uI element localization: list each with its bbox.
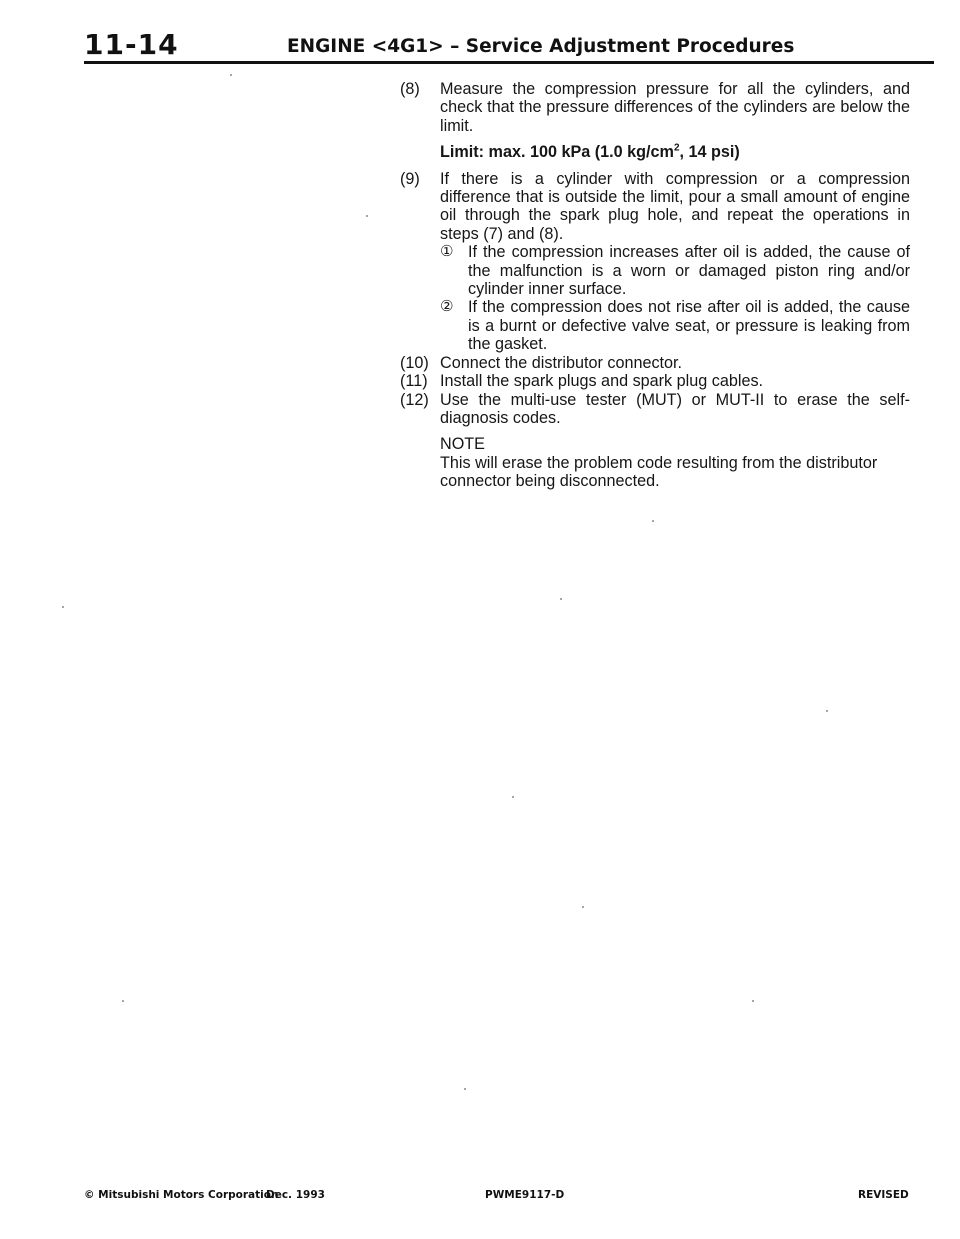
- step-number: (10): [400, 353, 429, 372]
- scan-speck: [752, 1000, 754, 1002]
- step-9: [400, 170, 910, 244]
- step-9-sub-2: [440, 298, 910, 353]
- page-header: [84, 28, 934, 64]
- step-number: (11): [400, 372, 428, 391]
- scan-speck: [512, 796, 514, 798]
- step-text: Connect the distributor connector.: [440, 353, 683, 372]
- page-footer: [84, 1189, 914, 1205]
- limit-text: Limit: max. 100 kPa (1.0 kg/cm: [440, 143, 674, 162]
- header-rule: [84, 61, 934, 64]
- scan-speck: [122, 1000, 124, 1002]
- compression-limit: [440, 143, 910, 161]
- scan-speck: [652, 520, 654, 522]
- publication-date: Dec. 1993: [266, 1189, 325, 1201]
- limit-superscript: 2: [673, 142, 680, 154]
- step-10: [400, 354, 910, 372]
- circled-one-marker: ①: [440, 243, 454, 261]
- procedure-content: [400, 80, 910, 491]
- section-title: ENGINE <4G1> – Service Adjustment Procedures: [287, 36, 795, 57]
- page-number: 11-14: [84, 28, 179, 61]
- document-code: PWME9117-D: [485, 1189, 565, 1201]
- step-12: [400, 391, 910, 428]
- scan-speck: [366, 215, 368, 217]
- step-text: Install the spark plugs and spark plug cables.: [440, 372, 764, 391]
- step-text: Measure the compression pressure for all the cylinders, and check that the pressure differences of the cylinders are below the limit.: [440, 80, 910, 135]
- sub-text: If the compression does not rise after oil is added, the cause is a burnt or defective valve seat, or pressure is leaking from the gasket.: [468, 298, 910, 354]
- revision-status: REVISED: [858, 1189, 909, 1201]
- sub-text: If the compression increases after oil is added, the cause of the malfunction is a worn or damaged piston ring and/or cylinder inner surface.: [468, 243, 910, 299]
- note-block: [440, 435, 910, 490]
- scan-speck: [464, 1088, 466, 1090]
- scan-speck: [230, 74, 232, 76]
- step-number: (9): [400, 169, 420, 188]
- circled-two-marker: ②: [440, 298, 454, 316]
- step-text: If there is a cylinder with compression or a compression difference that is outside the limit, pour a small amount of engine oil through the spark plug hole, and repeat the operations in steps (7) and (8).: [440, 169, 910, 243]
- scan-speck: [582, 906, 584, 908]
- copyright: © Mitsubishi Motors Corporation: [84, 1189, 279, 1201]
- step-8: [400, 80, 910, 135]
- step-number: (8): [400, 80, 420, 98]
- limit-suffix: , 14 psi): [679, 143, 740, 162]
- note-label: NOTE: [440, 435, 485, 454]
- scan-speck: [560, 598, 562, 600]
- scan-speck: [62, 606, 64, 608]
- scan-speck: [826, 710, 828, 712]
- step-9-sub-1: [440, 243, 910, 298]
- step-number: (12): [400, 390, 429, 409]
- note-text: This will erase the problem code resulting from the distributor connector being disconnected.: [440, 453, 878, 491]
- step-text: Use the multi-use tester (MUT) or MUT-II to erase the self-diagnosis codes.: [440, 390, 910, 427]
- step-11: [400, 372, 910, 390]
